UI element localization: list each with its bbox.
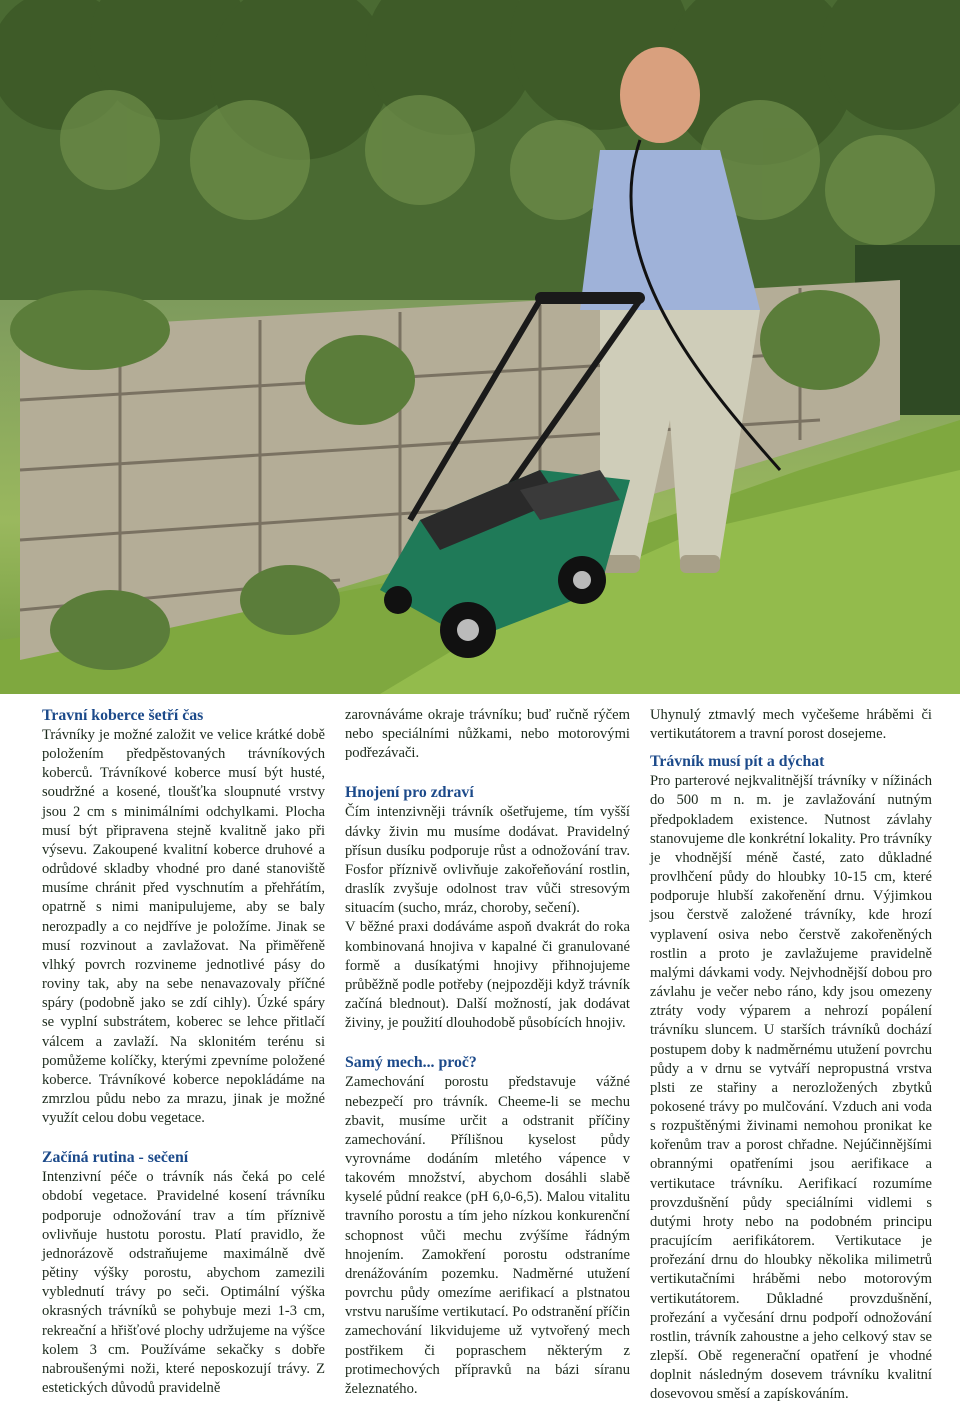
- section-heading: Začíná rutina - sečení: [42, 1149, 189, 1167]
- paragraph: Trávníky je možné založit ve velice krátké době položením předpěstovaných trávníkových koberců. Trávníkové koberce musí být husté, soudržné a kosené, tloušťka sloupnuté vrstvy jsou 2 cm s minimálními odchylkami. Plocha musí být připravena stejně kvalitně jako při výsevu. Zakoupené kvalitní koberce druhové a odrůdové skladby vhodné pro dané stanoviště musíme chránit před vyschnutím a přehřátím, opatrně s nimi manipulujeme, aby se baly nerozpadly a co nejdříve je položíme. Jinak se musí rozvinout a zavlažovat. Na přiměřeně vlhký povrch rozvineme jednotlivé pásy do roviny tak, aby na sebe nenavazovaly příčné spáry (podobně jako se zdí cihly). Úzké spáry se vyplní substrátem, koberec se lehce přitlačí válcem a zavlaží. Na sklonitém terénu si pomůžeme kolíčky, kterými zpevníme položené koberce. Trávníkové koberce nepokládáme na zmrzlou půdu nebo za mrazu, jinak je možné využít celou dobu vegetace.: [42, 727, 325, 1127]
- article-column-3: [650, 706, 932, 1404]
- lawn-mower-photo: [0, 0, 960, 694]
- article-column-1: [42, 706, 325, 1398]
- section-heading: Travní koberce šetří čas: [42, 707, 204, 724]
- article-column-2: [345, 706, 630, 1399]
- paragraph: Pro parterové nejkvalitnější trávníky v nížinách do 500 m n. m. je zavlažování nutným předpokladem existence. Nutnost závlahy stanovujeme dle konkrétní lokality. Pro trávníky je vhodnější méně časté, zato důkladné provlhčení půdy do hloubky 10-15 cm, které podporuje hlubší zakořenění drnu. Výjimkou jsou čerstvě založené trávníky, kde hrozí vyplavení osiva nebo čerstvě zakořeněných rostlin a proto je zavlažujeme pravidelně malými dávkami vody. Nejvhodnější dobou pro závlahu je večer nebo ráno, kdy jsou omezeny ztráty vody výparem a nehrozí popálení trávníku sluncem. U starších trávníků dochází postupem doby k nadměrnému utužení povrchu půdy a v drnu se vytváří nepropustná vrstva plsti ze stařiny a nerozložených zbytků pokosené trávy po mulčování. Vzduch ani voda s rozpuštěnými živinami nemohou pronikat ke kořenům trav a porost chřadne. Nejúčinnějšími obrannými opatřeními jsou aerifikace a vertikutace trávníku. Aerifikací rozumíme provzdušnění půdy speciálními vidlemi s dutými hroty nebo na podobném principu pracujícím aerifikátorem. Vertikutace je prořezání drnu do hloubky několika milimetrů vertikutačními hráběmi nebo motorovým vertikutátorem. Důkladné provzdušnění, prořezání a vyčesání drnu podpoří odnožování rostlin, trávník zahoustne a jeho celkový stav se zlepší. Obě regenerační opatření je vhodné doplnit následným dosevem trávníku kvalitní dosevovou směsí a zapískováním.: [650, 773, 932, 1403]
- photo-illustration: [0, 0, 960, 694]
- paragraph: V běžné praxi dodáváme aspoň dvakrát do roka kombinovaná hnojiva v kapalné či granulované formě a dusíkatými hnojivy přihnojujeme průběžně podle potřeby (nejpozději když trávník začíná blednout). Další možností, jak dodávat živiny, je použití dlouhodobě působících hnojiv.: [345, 919, 630, 1032]
- section-heading: Samý mech... proč?: [345, 1054, 477, 1072]
- paragraph: Zamechování porostu představuje vážné nebezpečí pro trávník. Cheeme-li se mechu zbavit, musíme určit a odstranit příčiny zamechování. Přílišnou kyselost půdy vyrovnáme dodáním mletého vápence v takovém množství, abychom dosáhli slabě kyselé půdní reakce (pH 6,0-6,5). Malou vitalitu travního porostu a tím jeho nízkou konkurenční schopnost vůči mechu zvýšíme řádným hnojením. Zamokření porostu odstraníme drenážováním pozemku. Nadměrné utužení povrchu půdy omezíme aerifikací a plstnatou vrstvu narušíme vertikutací. Po odstranění příčin zamechování likvidujeme už vytvořený mech postřikem či popraschem některým z protimechových přípravků na bázi síranu železnatého.: [345, 1074, 630, 1397]
- paragraph: Uhynulý ztmavlý mech vyčešeme hráběmi či vertikutátorem a travní porost dosejeme.: [650, 707, 932, 743]
- paragraph: zarovnáváme okraje trávníku; buď ručně rýčem nebo speciálními nůžkami, nebo motorovými podřezávači.: [345, 707, 630, 762]
- section-heading: Trávník musí pít a dýchat: [650, 753, 825, 771]
- section-heading: Hnojení pro zdraví: [345, 784, 474, 802]
- paragraph: Intenzivní péče o trávník nás čeká po celé období vegetace. Pravidelné kosení trávníku podporuje odnožování trav a tím příznivě ovlivňuje hustotu porostu. Platí pravidlo, že jednorázově odstraňujeme maximálně dvě pětiny výšky porostu, abychom zamezili vyblednutí trávy po seči. Optimální výška okrasných trávníků se pohybuje mezi 1-3 cm, rekreační a hřišťové plochy udržujeme na výšce kolem 3 cm. Používáme sekačky s dobře nabroušenými noži, které neposkozují trávy. Z estetických důvodů pravidelně: [42, 1169, 325, 1396]
- paragraph: Čím intenzivněji trávník ošetřujeme, tím vyšší dávky živin mu musíme dodávat. Pravidelný přísun dusíku podporuje růst a odnožování trav. Fosfor příznivě ovlivňuje zakořeňování rostlin, draslík zvyšuje odolnost trav vůči stresovým situacím (sucho, mráz, choroby, sečení).: [345, 804, 630, 917]
